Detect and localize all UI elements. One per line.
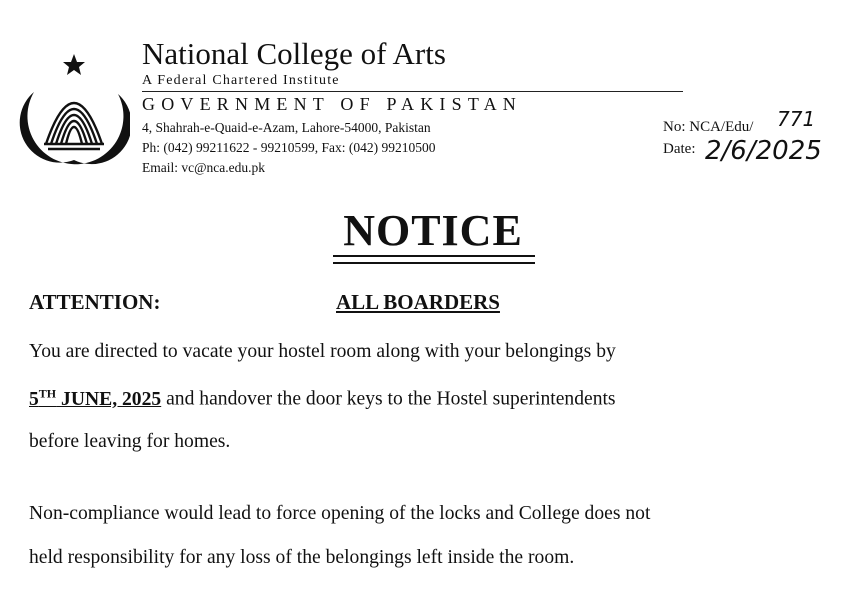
deadline-month-year: JUNE, 2025 bbox=[56, 388, 162, 410]
address-line: 4, Shahrah-e-Quaid-e-Azam, Lahore-54000, Pakistan bbox=[142, 120, 431, 135]
header-divider bbox=[142, 91, 683, 92]
college-name: National College of Arts bbox=[142, 36, 446, 71]
attention-label: ATTENTION: bbox=[29, 290, 161, 314]
paragraph-2-line-1: Non-compliance would lead to force opening of the locks and College does not bbox=[29, 503, 651, 524]
reference-block bbox=[663, 107, 822, 166]
reference-date-handwritten: 2/6/2025 bbox=[705, 136, 822, 166]
paragraph-1-line-2-text: and handover the door keys to the Hostel superintendents bbox=[161, 388, 616, 410]
deadline-day: 5 bbox=[29, 388, 39, 410]
reference-number-row bbox=[663, 107, 816, 138]
email-line: Email: vc@nca.edu.pk bbox=[142, 160, 266, 175]
star-icon bbox=[63, 54, 85, 75]
paragraph-2-line-2: held responsibility for any loss of the belongings left inside the room. bbox=[29, 547, 575, 568]
deadline-date bbox=[29, 386, 162, 410]
paragraph-1-line-1: You are directed to vacate your hostel room along with your belongings by bbox=[29, 341, 616, 362]
paragraph-1-line-2 bbox=[29, 386, 841, 411]
notice-title-underline bbox=[333, 255, 535, 264]
reference-number-handwritten: 771 bbox=[777, 107, 816, 131]
phone-fax-line: Ph: (042) 99211622 - 99210599, Fax: (042) 99210500 bbox=[142, 140, 436, 155]
notice-title: NOTICE bbox=[343, 206, 523, 255]
deadline-day-suffix: TH bbox=[38, 386, 57, 400]
audience-label: ALL BOARDERS bbox=[336, 290, 500, 314]
college-logo-emblem bbox=[18, 52, 130, 172]
charter-subtitle: A Federal Chartered Institute bbox=[142, 73, 340, 88]
reference-number-label: No: NCA/Edu/ bbox=[663, 119, 754, 135]
reference-date-label: Date: bbox=[663, 141, 696, 157]
reference-date-row bbox=[663, 136, 822, 166]
paragraph-1-line-3: before leaving for homes. bbox=[29, 431, 231, 452]
government-line: GOVERNMENT OF PAKISTAN bbox=[142, 94, 522, 114]
